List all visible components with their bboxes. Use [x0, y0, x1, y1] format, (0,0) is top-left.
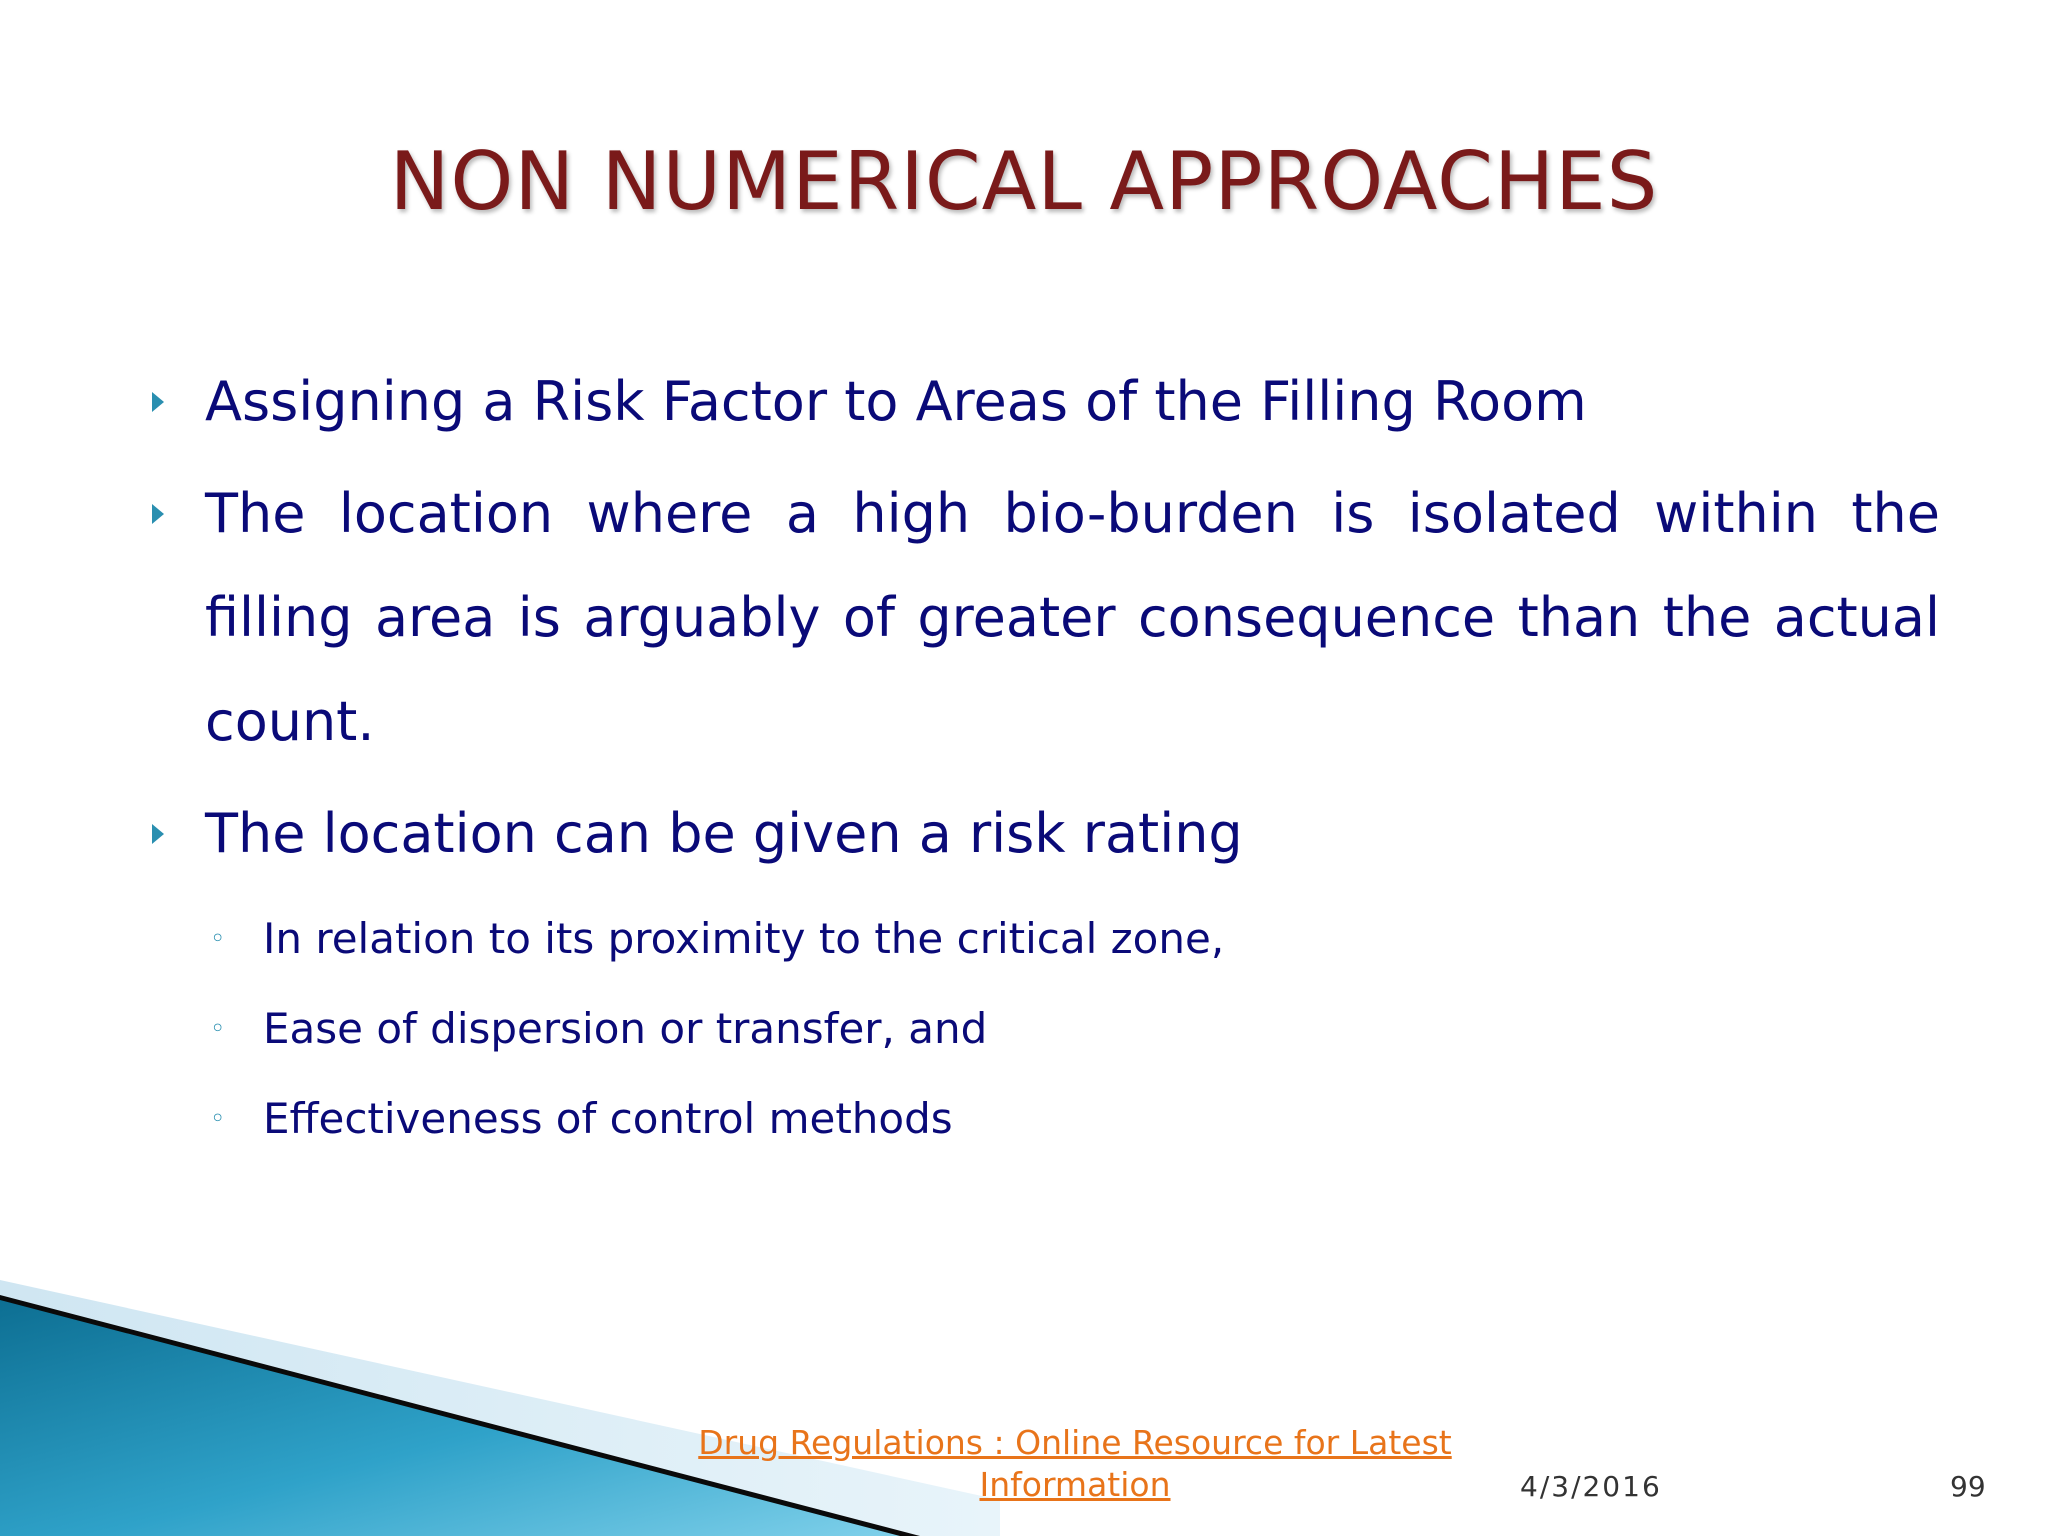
sub-bullet-item [140, 894, 1940, 984]
circle-outline-icon: ◦ [210, 1104, 226, 1134]
footer-resource-link[interactable]: Drug Regulations : Online Resource for Latest Information [698, 1423, 1452, 1504]
page-number: 99 [1950, 1470, 1986, 1503]
sub-bullet-text: Effectiveness of control methods [263, 1094, 953, 1143]
circle-outline-icon: ◦ [210, 1014, 226, 1044]
sub-bullet-text: Ease of dispersion or transfer, and [263, 1004, 988, 1053]
bullet-text: The location can be given a risk rating [205, 802, 1243, 865]
bullet-text: The location where a high bio-burden is isolated within the filling area is arguably of greater consequence than the actual count. [205, 482, 1940, 753]
footer-date: 4/3/2016 [1520, 1470, 1662, 1503]
sub-bullet-text: In relation to its proximity to the critical zone, [263, 914, 1225, 963]
triangle-right-icon [150, 350, 170, 454]
bullet-item [140, 350, 1940, 454]
slide-content [140, 350, 1940, 1164]
bullet-item [140, 462, 1940, 774]
circle-outline-icon: ◦ [210, 924, 226, 954]
bullet-text: Assigning a Risk Factor to Areas of the Filling Room [205, 370, 1587, 433]
slide-title: NON NUMERICAL APPROACHES [389, 135, 1659, 228]
triangle-right-icon [150, 462, 170, 566]
triangle-right-icon [150, 782, 170, 886]
bullet-item [140, 782, 1940, 886]
sub-bullet-item [140, 1074, 1940, 1164]
sub-bullet-item [140, 984, 1940, 1074]
